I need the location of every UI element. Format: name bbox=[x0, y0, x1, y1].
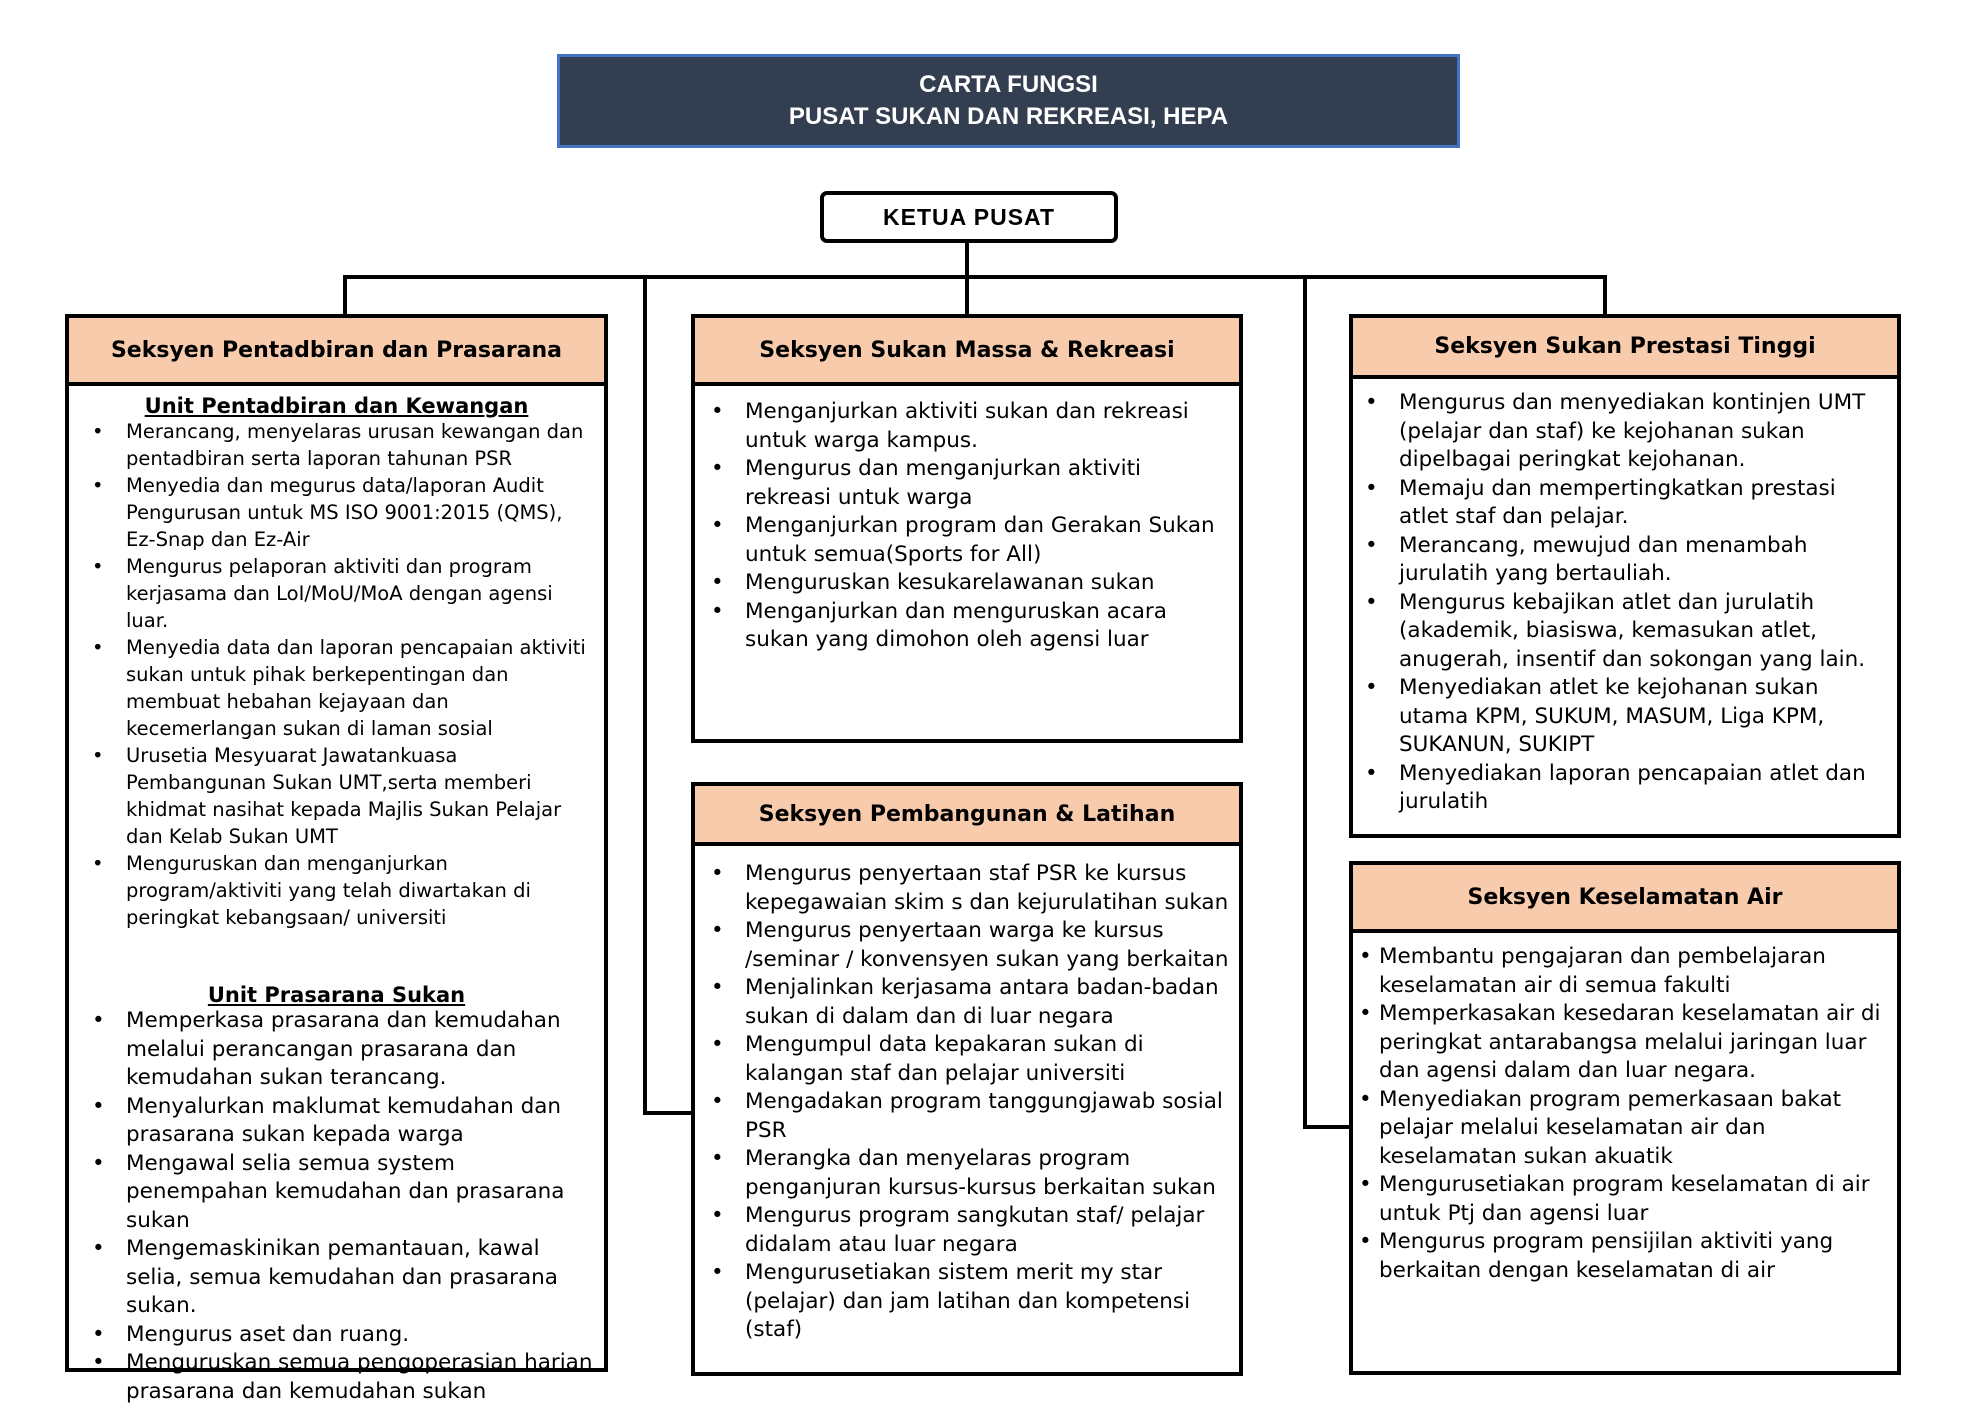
list-item: • Menyalurkan maklumat kemudahan dan prasarana sukan kepada warga bbox=[126, 1093, 594, 1150]
list-item: • Urusetia Mesyuarat Jawatankuasa Pembangunan Sukan UMT,serta memberi khidmat nasihat kepada Majlis Sukan Pelajar dan Kelab Sukan UMT bbox=[126, 742, 594, 850]
list-item: • Mengurus dan menyediakan kontinjen UMT (pelajar dan staf) ke kejohanan sukan dipelbagai peringkat kejohanan. bbox=[1399, 389, 1887, 475]
unit-title-pentadbiran-kewangan: Unit Pentadbiran dan Kewangan bbox=[144, 394, 529, 418]
section-header: Seksyen Keselamatan Air bbox=[1353, 865, 1897, 933]
list-item: • Mengurusetiakan program keselamatan di air untuk Ptj dan agensi luar bbox=[1379, 1171, 1887, 1228]
unit-prasarana-sukan-list bbox=[79, 1007, 594, 1406]
list-item: • Mengumpul data kepakaran sukan di kalangan staf dan pelajar universiti bbox=[745, 1031, 1229, 1088]
list-item: • Menganjurkan aktiviti sukan dan rekreasi untuk warga kampus. bbox=[745, 398, 1229, 455]
list-item: • Mengurus penyertaan staf PSR ke kursus kepegawaian skim s dan kejurulatihan sukan bbox=[745, 860, 1229, 917]
list-item: • Mengemaskinikan pemantauan, kawal selia, semua kemudahan dan prasarana sukan. bbox=[126, 1235, 594, 1321]
section-header: Seksyen Sukan Prestasi Tinggi bbox=[1353, 318, 1897, 379]
list-item: • Mengurus program sangkutan staf/ pelajar didalam atau luar negara bbox=[745, 1202, 1229, 1259]
connector-horizontal-bus bbox=[343, 275, 1607, 279]
connector-to-prestasi bbox=[1603, 275, 1607, 317]
connector-to-keselamatan bbox=[1303, 1125, 1351, 1129]
list-item: • Mengurus dan menganjurkan aktiviti rekreasi untuk warga bbox=[745, 455, 1229, 512]
list-item: • Menyedia data dan laporan pencapaian aktiviti sukan untuk pihak berkepentingan dan membuat hebahan kejayaan dan kecemerlangan sukan di laman sosial bbox=[126, 634, 594, 742]
list-item: • Memaju dan mempertingkatkan prestasi atlet staf dan pelajar. bbox=[1399, 475, 1887, 532]
list-item: • Menganjurkan program dan Gerakan Sukan untuk semua(Sports for All) bbox=[745, 512, 1229, 569]
list-item: • Menyediakan laporan pencapaian atlet dan jurulatih bbox=[1399, 760, 1887, 817]
list-item: • Mengawal selia semua system penempahan kemudahan dan prasarana sukan bbox=[126, 1150, 594, 1236]
list-item: • Memperkasakan kesedaran keselamatan air di peringkat antarabangsa melalui jaringan luar dan agensi dalam dan luar negara. bbox=[1379, 1000, 1887, 1086]
section-header: Seksyen Sukan Massa & Rekreasi bbox=[695, 318, 1239, 386]
section-sukan-prestasi-tinggi bbox=[1349, 314, 1901, 838]
section-pembangunan-latihan bbox=[691, 782, 1243, 1376]
list-item: • Merangka dan menyelaras program penganjuran kursus-kursus berkaitan sukan bbox=[745, 1145, 1229, 1202]
list-item: • Menyediakan program pemerkasaan bakat pelajar melalui keselamatan air dan keselamatan sukan akuatik bbox=[1379, 1086, 1887, 1172]
list-item: • Menyediakan atlet ke kejohanan sukan utama KPM, SUKUM, MASUM, Liga KPM, SUKANUN, SUKIPT bbox=[1399, 674, 1887, 760]
list-item: • Memperkasa prasarana dan kemudahan melalui perancangan prasarana dan kemudahan sukan terancang. bbox=[126, 1007, 594, 1093]
list-item: • Mengurus pelaporan aktiviti dan program kerjasama dan LoI/MoU/MoA dengan agensi luar. bbox=[126, 553, 594, 634]
list-item: • Menguruskan dan menganjurkan program/aktiviti yang telah diwartakan di peringkat kebangsaan/ universiti bbox=[126, 850, 594, 931]
list-item: • Membantu pengajaran dan pembelajaran keselamatan air di semua fakulti bbox=[1379, 943, 1887, 1000]
unit-title-prasarana-sukan: Unit Prasarana Sukan bbox=[207, 983, 466, 1007]
chart-title-line1: CARTA FUNGSI bbox=[919, 71, 1098, 98]
list-item: • Menguruskan kesukarelawanan sukan bbox=[745, 569, 1229, 598]
connector-to-pentadbiran bbox=[343, 275, 347, 317]
list-item: • Menyedia dan megurus data/laporan Audit Pengurusan untuk MS ISO 9001:2015 (QMS), Ez-Snap dan Ez-Air bbox=[126, 472, 594, 553]
connector-to-pembangunan bbox=[643, 1111, 693, 1115]
section-pembangunan-list bbox=[695, 846, 1239, 1345]
unit-pentadbiran-kewangan-list bbox=[79, 418, 594, 931]
section-header: Seksyen Pentadbiran dan Prasarana bbox=[69, 318, 604, 386]
list-item: • Mengadakan program tanggungjawab sosial PSR bbox=[745, 1088, 1229, 1145]
section-keselamatan-list bbox=[1353, 933, 1897, 1285]
list-item: • Menguruskan semua pengoperasian harian prasarana dan kemudahan sukan bbox=[126, 1349, 594, 1406]
ketua-pusat-node bbox=[820, 191, 1118, 243]
connector-right-vertical bbox=[1303, 275, 1307, 1129]
section-keselamatan-air bbox=[1349, 861, 1901, 1375]
ketua-pusat-label: KETUA PUSAT bbox=[883, 203, 1055, 230]
list-item: • Mengurus penyertaan warga ke kursus /seminar / konvensyen sukan yang berkaitan bbox=[745, 917, 1229, 974]
chart-title-banner bbox=[557, 54, 1460, 148]
chart-title-line2: PUSAT SUKAN DAN REKREASI, HEPA bbox=[788, 103, 1229, 130]
section-header: Seksyen Pembangunan & Latihan bbox=[695, 786, 1239, 846]
connector-head-down bbox=[965, 243, 969, 316]
section-sukan-massa-rekreasi bbox=[691, 314, 1243, 743]
list-item: • Mengurus aset dan ruang. bbox=[126, 1321, 594, 1350]
list-item: • Menjalinkan kerjasama antara badan-badan sukan di dalam dan di luar negara bbox=[745, 974, 1229, 1031]
connector-left-vertical bbox=[643, 275, 647, 1115]
section-pentadbiran-prasarana bbox=[65, 314, 608, 1404]
list-item: • Mengurusetiakan sistem merit my star (pelajar) dan jam latihan dan kompetensi (staf) bbox=[745, 1259, 1229, 1345]
list-item: • Merancang, mewujud dan menambah jurulatih yang bertauliah. bbox=[1399, 532, 1887, 589]
section-prestasi-list bbox=[1353, 379, 1897, 817]
section-massa-list bbox=[695, 386, 1239, 655]
list-item: • Mengurus program pensijilan aktiviti yang berkaitan dengan keselamatan di air bbox=[1379, 1228, 1887, 1285]
list-item: • Mengurus kebajikan atlet dan jurulatih (akademik, biasiswa, kemasukan atlet, anugerah, insentif dan sokongan yang lain. bbox=[1399, 589, 1887, 675]
list-item: • Menganjurkan dan menguruskan acara sukan yang dimohon oleh agensi luar bbox=[745, 598, 1229, 655]
list-item: • Merancang, menyelaras urusan kewangan dan pentadbiran serta laporan tahunan PSR bbox=[126, 418, 594, 472]
